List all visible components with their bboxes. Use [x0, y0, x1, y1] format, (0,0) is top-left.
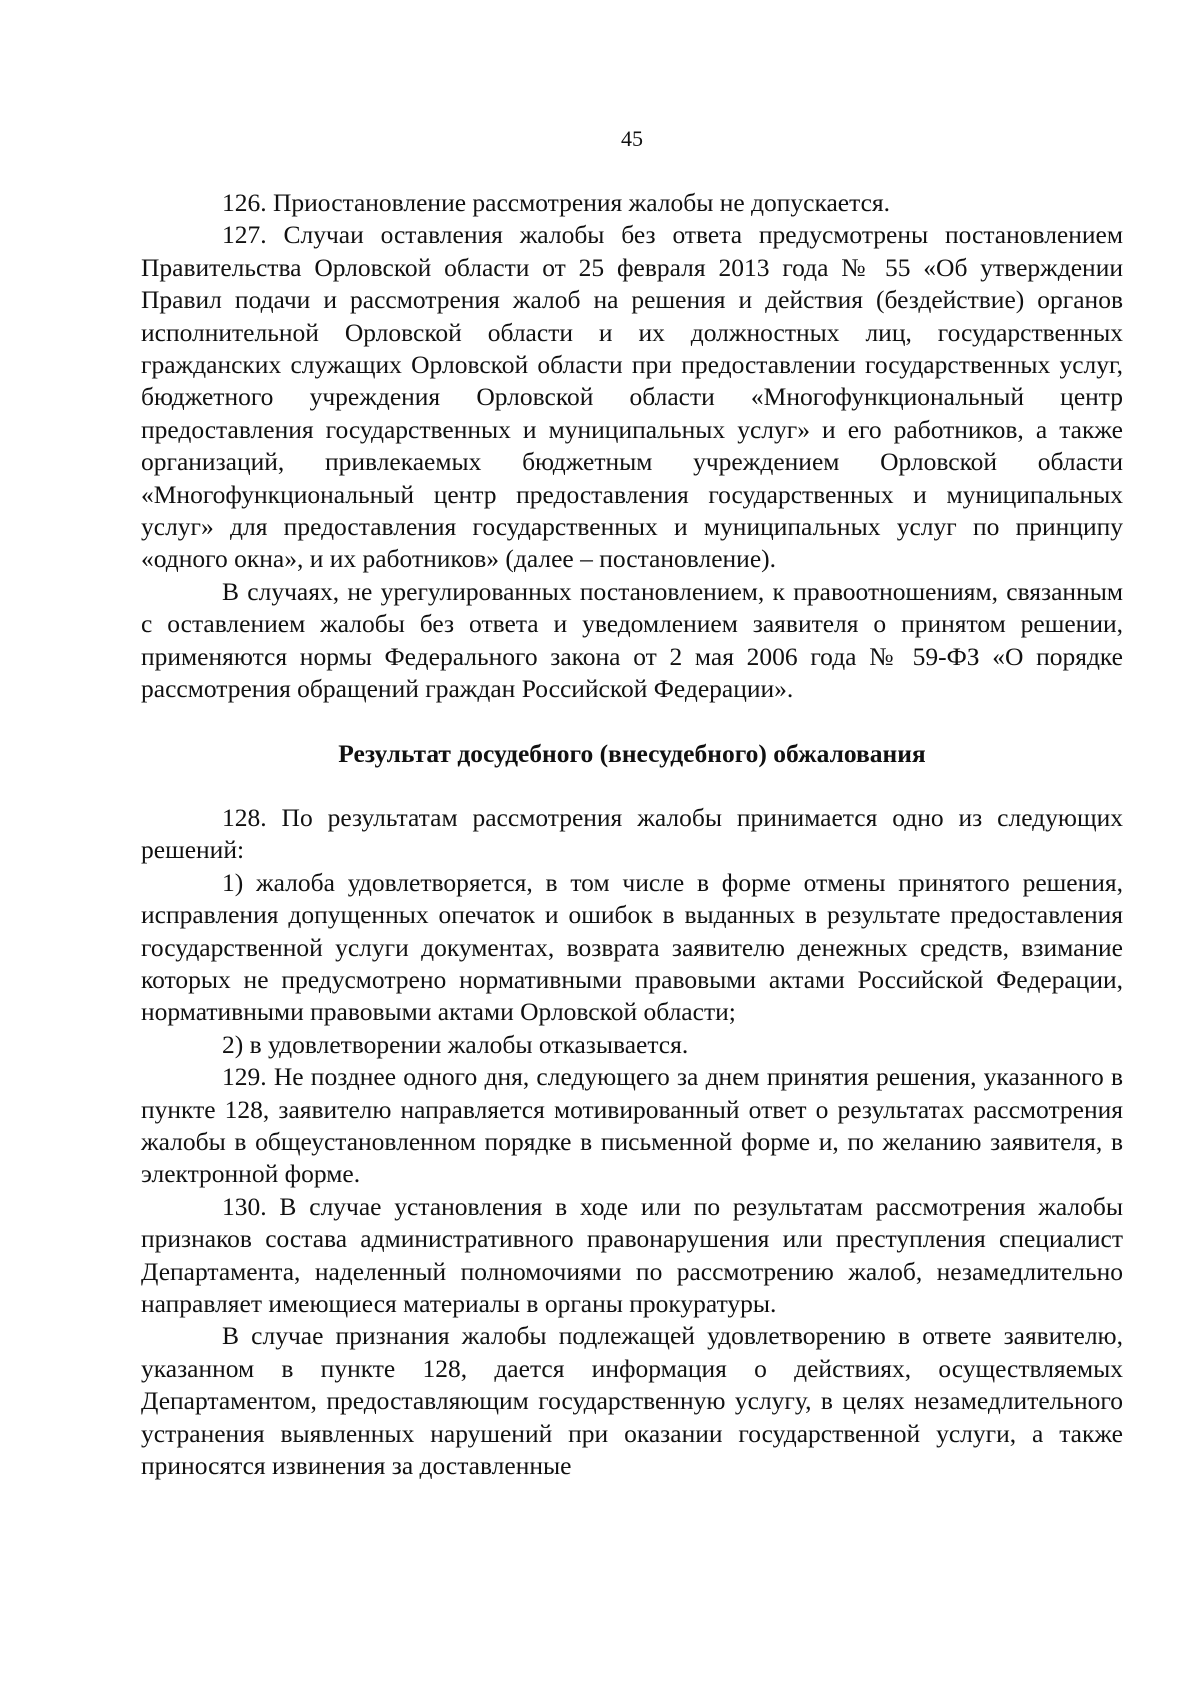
- section-heading: Результат досудебного (внесудебного) обжалования: [338, 738, 926, 768]
- paragraph-128: 128. По результатам рассмотрения жалобы принимается одно из следующих решений:: [141, 802, 1123, 865]
- document-body: [141, 187, 1123, 1482]
- paragraph-128-item-2: 2) в удовлетворении жалобы отказывается.: [222, 1029, 689, 1059]
- page-number: 45: [621, 126, 643, 151]
- paragraph-130: 130. В случае установления в ходе или по результатам рассмотрения жалобы признаков состава административного правонарушения или преступления специалист Департамента, наделенный полномочиями по рассмотрению жалоб, незамедлительно направляет имеющиеся материалы в органы прокуратуры.: [141, 1191, 1123, 1318]
- paragraph-127: 127. Случаи оставления жалобы без ответа предусмотрены постановлением Правительства Орловской области от 25 февраля 2013 года № 55 «Об утверждении Правил подачи и рассмотрения жалоб на решения и действия (бездействие) органов исполнительной Орловской области и их должностных лиц, государственных гражданских служащих Орловской области при предоставлении государственных услуг, бюджетного учреждения Орловской области «Многофункциональный центр предоставления государственных и муниципальных услуг» и его работников, а также организаций, привлекаемых бюджетным учреждением Орловской области «Многофункциональный центр предоставления государственных и муниципальных услуг» для предоставления государственных и муниципальных услуг по принципу «одного окна», и их работников» (далее – постановление).: [141, 220, 1123, 574]
- paragraph-130-satisfied: В случае признания жалобы подлежащей удовлетворению в ответе заявителю, указанном в пункте 128, дается информация о действиях, осуществляемых Департаментом, предоставляющим государственную услугу, в целях незамедлительного устранения выявленных нарушений при оказании государственной услуги, а также приносятся извинения за доставленные: [141, 1321, 1123, 1481]
- paragraph-129: 129. Не позднее одного дня, следующего за днем принятия решения, указанного в пункте 128, заявителю направляется мотивированный ответ о результатах рассмотрения жалобы в общеустановленном порядке в письменной форме и, по желанию заявителя, в электронной форме.: [141, 1062, 1123, 1189]
- paragraph-128-item-1: 1) жалоба удовлетворяется, в том числе в форме отмены принятого решения, исправления допущенных опечаток и ошибок в выданных в результате предоставления государственной услуги документах, возврата заявителю денежных средств, взимание которых не предусмотрено нормативными правовыми актами Российской Федерации, нормативными правовыми актами Орловской области;: [141, 867, 1123, 1027]
- paragraph-126: 126. Приостановление рассмотрения жалобы не допускается.: [222, 188, 891, 217]
- paragraph-127-cases: В случаях, не урегулированных постановлением, к правоотношениям, связанным с оставлением жалобы без ответа и уведомлением заявителя о принятом решении, применяются нормы Федерального закона от 2 мая 2006 года № 59-ФЗ «О порядке рассмотрения обращений граждан Российской Федерации».: [141, 576, 1123, 704]
- document-page: [141, 0, 1123, 1696]
